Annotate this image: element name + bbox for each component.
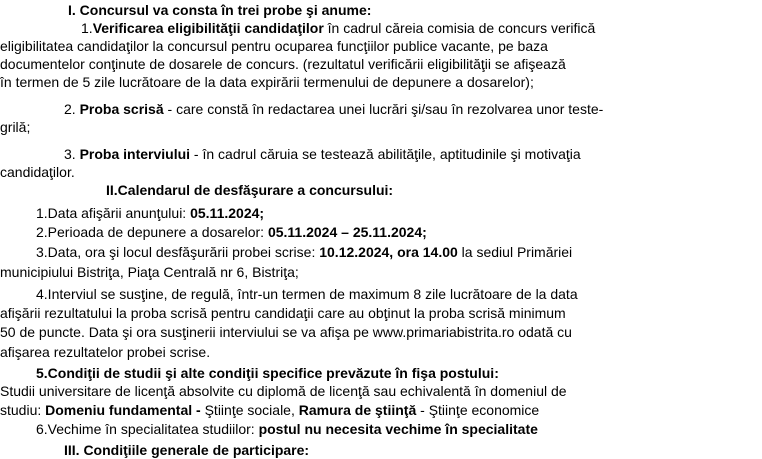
calendar-item-5-line1: Studii universitare de licenţă absolvite cu diplomă de licenţă sau echivalentă în domeniul de bbox=[0, 383, 567, 399]
probe1-line1 bbox=[81, 19, 595, 37]
probe2-text: - care constă în redactarea unei lucrări şi/sau în rezolvarea unor teste- bbox=[163, 101, 604, 117]
probe2-line1 bbox=[64, 100, 603, 118]
calendar-item-5-line2 bbox=[0, 401, 539, 419]
probe1-line4: în termen de 5 zile lucrătoare de la data expirării termenului de depunere a dosarelor); bbox=[0, 74, 534, 90]
calendar-item-4-line3: 50 de puncte. Data şi ora susţinerii interviului se va afişa pe www.primariabistrita.ro odată cu bbox=[0, 324, 572, 340]
calendar-item-6-value: postul nu necesita vechime în specialitate bbox=[258, 421, 538, 437]
probe1-num: 1. bbox=[81, 20, 93, 36]
calendar-item-2-label: 2.Perioada de depunere a dosarelor: bbox=[36, 224, 268, 240]
probe3-line1 bbox=[64, 145, 581, 163]
probe3-line2: candidaţilor. bbox=[0, 164, 75, 180]
probe3-title: Proba interviului bbox=[79, 146, 191, 162]
probe2-line2: grilă; bbox=[0, 119, 31, 135]
calendar-item-6 bbox=[36, 420, 538, 438]
section1-heading: I. Concursul va consta în trei probe şi anume: bbox=[68, 2, 372, 18]
probe3-text: - în cadrul căruia se testează abilităţile, aptitudinile şi motivaţia bbox=[190, 146, 581, 162]
calendar-item-5-heading: 5.Condiţii de studii şi alte condiţii specifice prevăzute în fişa postului: bbox=[36, 365, 499, 381]
probe1-text: în cadrul căreia comisia de concurs verifică bbox=[323, 20, 596, 36]
section2-heading: II.Calendarul de desfăşurare a concursului: bbox=[106, 182, 394, 198]
calendar-item-6-label: 6.Vechime în specialitatea studiilor: bbox=[36, 421, 259, 437]
calendar-item-1 bbox=[36, 204, 264, 222]
calendar-item-2-value: 05.11.2024 – 25.11.2024; bbox=[267, 224, 427, 240]
probe2-num: 2. bbox=[64, 101, 80, 117]
calendar-item-1-label: 1.Data afişării anunţului: bbox=[36, 205, 191, 221]
calendar-item-5-domain: Domeniu fundamental - bbox=[45, 402, 201, 418]
calendar-item-3 bbox=[36, 243, 572, 261]
calendar-item-3-cont: municipiului Bistriţa, Piaţa Centrală nr 6, Bistriţa; bbox=[0, 264, 299, 280]
calendar-item-4-line4: afişarea rezultatelor probei scrise. bbox=[0, 344, 211, 360]
calendar-item-5-prefix: studiu: bbox=[0, 402, 46, 418]
section3-heading: III. Condiţiile generale de participare: bbox=[64, 442, 310, 458]
calendar-item-2 bbox=[36, 223, 427, 241]
calendar-item-1-value: 05.11.2024; bbox=[190, 205, 265, 221]
calendar-item-5-domain-value: Ştiinţe sociale, bbox=[200, 402, 299, 418]
probe2-title: Proba scrisă bbox=[79, 101, 164, 117]
probe1-title: Verificarea eligibilităţii candidaţilor bbox=[92, 20, 324, 36]
calendar-item-5-branch-value: - Ştiinţe economice bbox=[416, 402, 540, 418]
calendar-item-5-branch: Ramura de ştiinţă bbox=[298, 402, 417, 418]
calendar-item-3-value: 10.12.2024, ora 14.00 bbox=[319, 244, 458, 260]
probe3-num: 3. bbox=[64, 146, 80, 162]
probe1-line2: eligibilitatea candidaţilor la concursul pentru ocuparea funcţiilor publice vacante, pe baza bbox=[0, 38, 548, 54]
calendar-item-4-line2: afişării rezultatului la proba scrisă pentru candidaţii care au obţinut la proba scrisă minimum bbox=[0, 305, 566, 321]
calendar-item-3-after: la sediul Primăriei bbox=[457, 244, 573, 260]
calendar-item-3-label: 3.Data, ora şi locul desfăşurării probei scrise: bbox=[36, 244, 320, 260]
calendar-item-4-line1: 4.Interviul se susţine, de regulă, într-un termen de maximum 8 zile lucrătoare de la data bbox=[36, 286, 578, 302]
probe1-line3: documentelor conţinute de dosarele de concurs. (rezultatul verificării eligibilităţii se afişează bbox=[0, 56, 566, 72]
